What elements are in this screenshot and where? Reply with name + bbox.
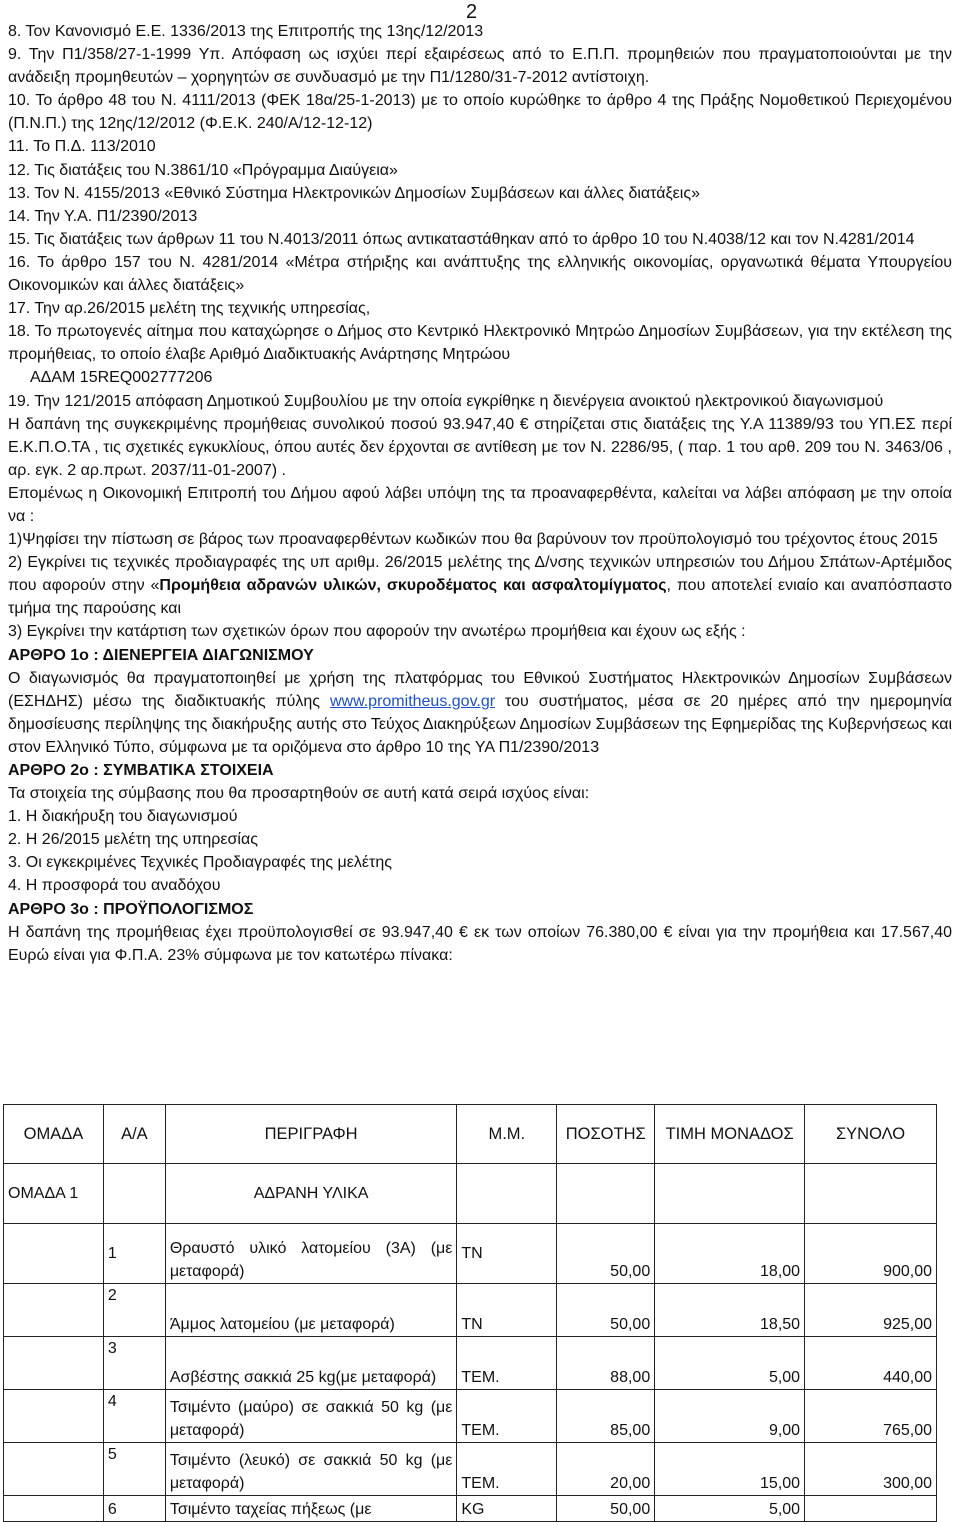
header-unit-price: ΤΙΜΗ ΜΟΝΑΔΟΣ [655,1105,805,1164]
table-row: 3 Ασβέστης σακκιά 25 kg(με μεταφορά) ΤΕΜ. 88,00 5,00 440,00 [4,1337,937,1390]
article-3-text: Η δαπάνη της προμήθειας έχει προϋπολογισθεί σε 93.947,40 € εκ των οποίων 76.380,00 € είναι για την προμήθεια και 17.567,40 Ευρώ είναι για Φ.Π.Α. 23% σύμφωνα με τον κατωτέρω πίνακα: [8,923,952,964]
document-body [8,20,952,967]
list-item-18: 18. Το πρωτογενές αίτημα που καταχώρησε ο Δήμος στο Κεντρικό Ηλεκτρονικό Μητρώο Δημοσίων Συμβάσεων, για την εκτέλεση της προμήθειας, το οποίο έλαβε Αριθμό Διαδικτυακής Ανάρτησης Μητρώου [8,323,952,364]
group-label: ΟΜΑΔΑ 1 [4,1164,104,1224]
list-item: 16. Το άρθρο 157 του Ν. 4281/2014 «Μέτρα στήριξης και ανάπτυξης της ελληνικής οικονομίας, οργανωτικά θέματα Υπουργείου Οικονομικών και άλλες διατάξεις» [8,253,952,295]
article-3-title: ΑΡΘΡΟ 3ο : ΠΡΟΫΠΟΛΟΓΙΣΜΟΣ [8,900,254,918]
table-row: 6 Τσιμέντο ταχείας πήξεως (με KG 50,00 5,00 [4,1496,937,1522]
article-1-title: ΑΡΘΡΟ 1ο : ΔΙΕΝΕΡΓΕΙΑ ΔΙΑΓΩΝΙΣΜΟΥ [8,646,314,664]
header-aa: Α/Α [103,1105,165,1164]
table-header-row [4,1105,937,1164]
decision-point-1: 1)Ψηφίσει την πίστωση σε βάρος των προαναφερθέντων κωδικών που θα βαρύνουν τον προϋπολογισμό του τρέχοντος έτους 2015 [8,531,938,549]
list-item: 12. Τις διατάξεις του Ν.3861/10 «Πρόγραμμα Διαύγεια» [8,161,398,179]
group-title: ΑΔΡΑΝΗ ΥΛΙΚΑ [165,1164,457,1224]
table-row: 4 Τσιμέντο (μαύρο) σε σακκιά 50 kg (με μεταφορά) ΤΕΜ. 85,00 9,00 765,00 [4,1390,937,1443]
expense-paragraph: Η δαπάνη της συγκεκριμένης προμήθειας συνολικού ποσού 93.947,40 € στηρίζεται στις διατάξεις της Υ.Α 11389/93 του ΥΠ.ΕΣ περί Ε.Κ.Π.Ο.ΤΑ , τις σχετικές εγκυκλίους, όπου αυτές δεν έρχονται σε αντίθεση με τον Ν. 2286/95, ( παρ. 1 του αρθ. 209 του Ν. 3463/06 , αρ. εγκ. 2 αρ.πρωτ. 2037/11-01-2007) . [8,415,952,479]
promitheus-link[interactable]: www.promitheus.gov.gr [329,692,496,710]
budget-table [3,1104,937,1522]
table-row: 1 Θραυστό υλικό λατομείου (3Α) (με μεταφορά) ΤΝ 50,00 18,00 900,00 [4,1224,937,1284]
list-item: 13. Τον Ν. 4155/2013 «Εθνικό Σύστημα Ηλεκτρονικών Δημοσίων Συμβάσεων και άλλες διατάξεις» [8,184,700,202]
supply-title: Προμήθεια αδρανών υλικών, σκυροδέματος και ασφαλτομίγματος [159,577,667,595]
committee-paragraph: Επομένως η Οικονομική Επιτροπή του Δήμου αφού λάβει υπόψη της τα προαναφερθέντα, καλείται να λάβει απόφαση με την οποία να : [8,484,952,525]
list-item: 10. Το άρθρο 48 του Ν. 4111/2013 (ΦΕΚ 18α/25-1-2013) με το οποίο κυρώθηκε το άρθρο 4 της Πράξης Νομοθετικού Περιεχομένου (Π.Ν.Π.) της 12ης/12/2012 (Φ.Ε.Κ. 240/Α/12-12-12) [8,92,952,133]
contract-item: 3. Οι εγκεκριμένες Τεχνικές Προδιαγραφές της μελέτης [8,854,392,872]
header-total: ΣΥΝΟΛΟ [805,1105,937,1164]
list-item: 8. Τον Κανονισμό Ε.Ε. 1336/2013 της Επιτροπής της 13ης/12/2013 [8,23,484,40]
table-row: 2 Άμμος λατομείου (με μεταφορά) ΤΝ 50,00 18,50 925,00 [4,1284,937,1337]
decision-point-2: 2) Εγκρίνει τις τεχνικές προδιαγραφές της υπ αριθμ. 26/2015 μελέτης της Δ/νσης τεχνικών υπηρεσιών του Δήμου Σπάτων-Αρτέμιδος που αφορούν στην «Προμήθεια αδρανών υλικών, σκυροδέματος και ασφαλτομίγματος, που αποτελεί ενιαίο και αναπόσπαστο τμήμα της παρούσης και [8,554,953,618]
table-group-row [4,1164,937,1224]
decision-point-3: 3) Εγκρίνει την κατάρτιση των σχετικών όρων που αφορούν την ανωτέρω προμήθεια και έχουν ως εξής : [8,623,746,641]
header-unit: Μ.Μ. [457,1105,557,1164]
contract-item: 1. Η διακήρυξη του διαγωνισμού [8,808,238,826]
list-item: 9. Την Π1/358/27-1-1999 Υπ. Απόφαση ως ισχύει περί εξαιρέσεως από το Ε.Π.Π. προμηθειών που πραγματοποιούνται με την ανάδειξη προμηθευτών – χορηγητών σε συνδυασμό με την Π1/1280/31-7-2012 αντίστοιχη. [8,46,952,87]
contract-item: 2. Η 26/2015 μελέτη της υπηρεσίας [8,831,258,849]
table-row: 5 Τσιμέντο (λευκό) σε σακκιά 50 kg (με μεταφορά) ΤΕΜ. 20,00 15,00 300,00 [4,1443,937,1496]
list-item: 14. Την Υ.Α. Π1/2390/2013 [8,207,198,225]
article-2-intro: Τα στοιχεία της σύμβασης που θα προσαρτηθούν σε αυτή κατά σειρά ισχύος είναι: [8,785,590,803]
header-group: ΟΜΑΔΑ [4,1105,104,1164]
article-2-title: ΑΡΘΡΟ 2ο : ΣΥΜΒΑΤΙΚΑ ΣΤΟΙΧΕΙΑ [8,762,274,779]
page-number: 2 [466,1,478,23]
list-item-19: 19. Την 121/2015 απόφαση Δημοτικού Συμβουλίου με την οποία εγκρίθηκε η διενέργεια ανοικτού ηλεκτρονικού διαγωνισμού [8,392,884,410]
article-1-text: Ο διαγωνισμός θα πραγματοποιηθεί με χρήση της πλατφόρμας του Εθνικού Συστήματος Ηλεκτρονικών Δημοσίων Συμβάσεων (ΕΣΗΔΗΣ) μέσω της διαδικτυακής πύλης www.promitheus.gov.gr του συστήματος, μέσα σε 20 ημέρες από την ημερομηνία δημοσίευσης περίληψης της διακήρυξης αυτής στο Τεύχος Διακηρύξεων Δημοσίων Συμβάσεων της Εφημερίδας της Κυβερνήσεως και στον Ελληνικό Τύπο, σύμφωνα με τα οριζόμενα στο άρθρο 10 της ΥΑ Π1/2390/2013 [8,669,953,756]
list-item: 15. Τις διατάξεις των άρθρων 11 του Ν.4013/2011 όπως αντικαταστάθηκαν από το άρθρο 10 του Ν.4038/12 και τον Ν.4281/2014 [8,230,915,248]
header-description: ΠΕΡΙΓΡΑΦΗ [165,1105,457,1164]
list-item: 11. Το Π.Δ. 113/2010 [8,138,156,156]
list-item: 17. Την αρ.26/2015 μελέτη της τεχνικής υπηρεσίας, [8,300,371,318]
header-quantity: ΠΟΣΟΤΗΣ [557,1105,655,1164]
contract-item: 4. Η προσφορά του αναδόχου [8,877,221,895]
adam-number: ΑΔΑΜ 15REQ002777206 [30,369,213,387]
